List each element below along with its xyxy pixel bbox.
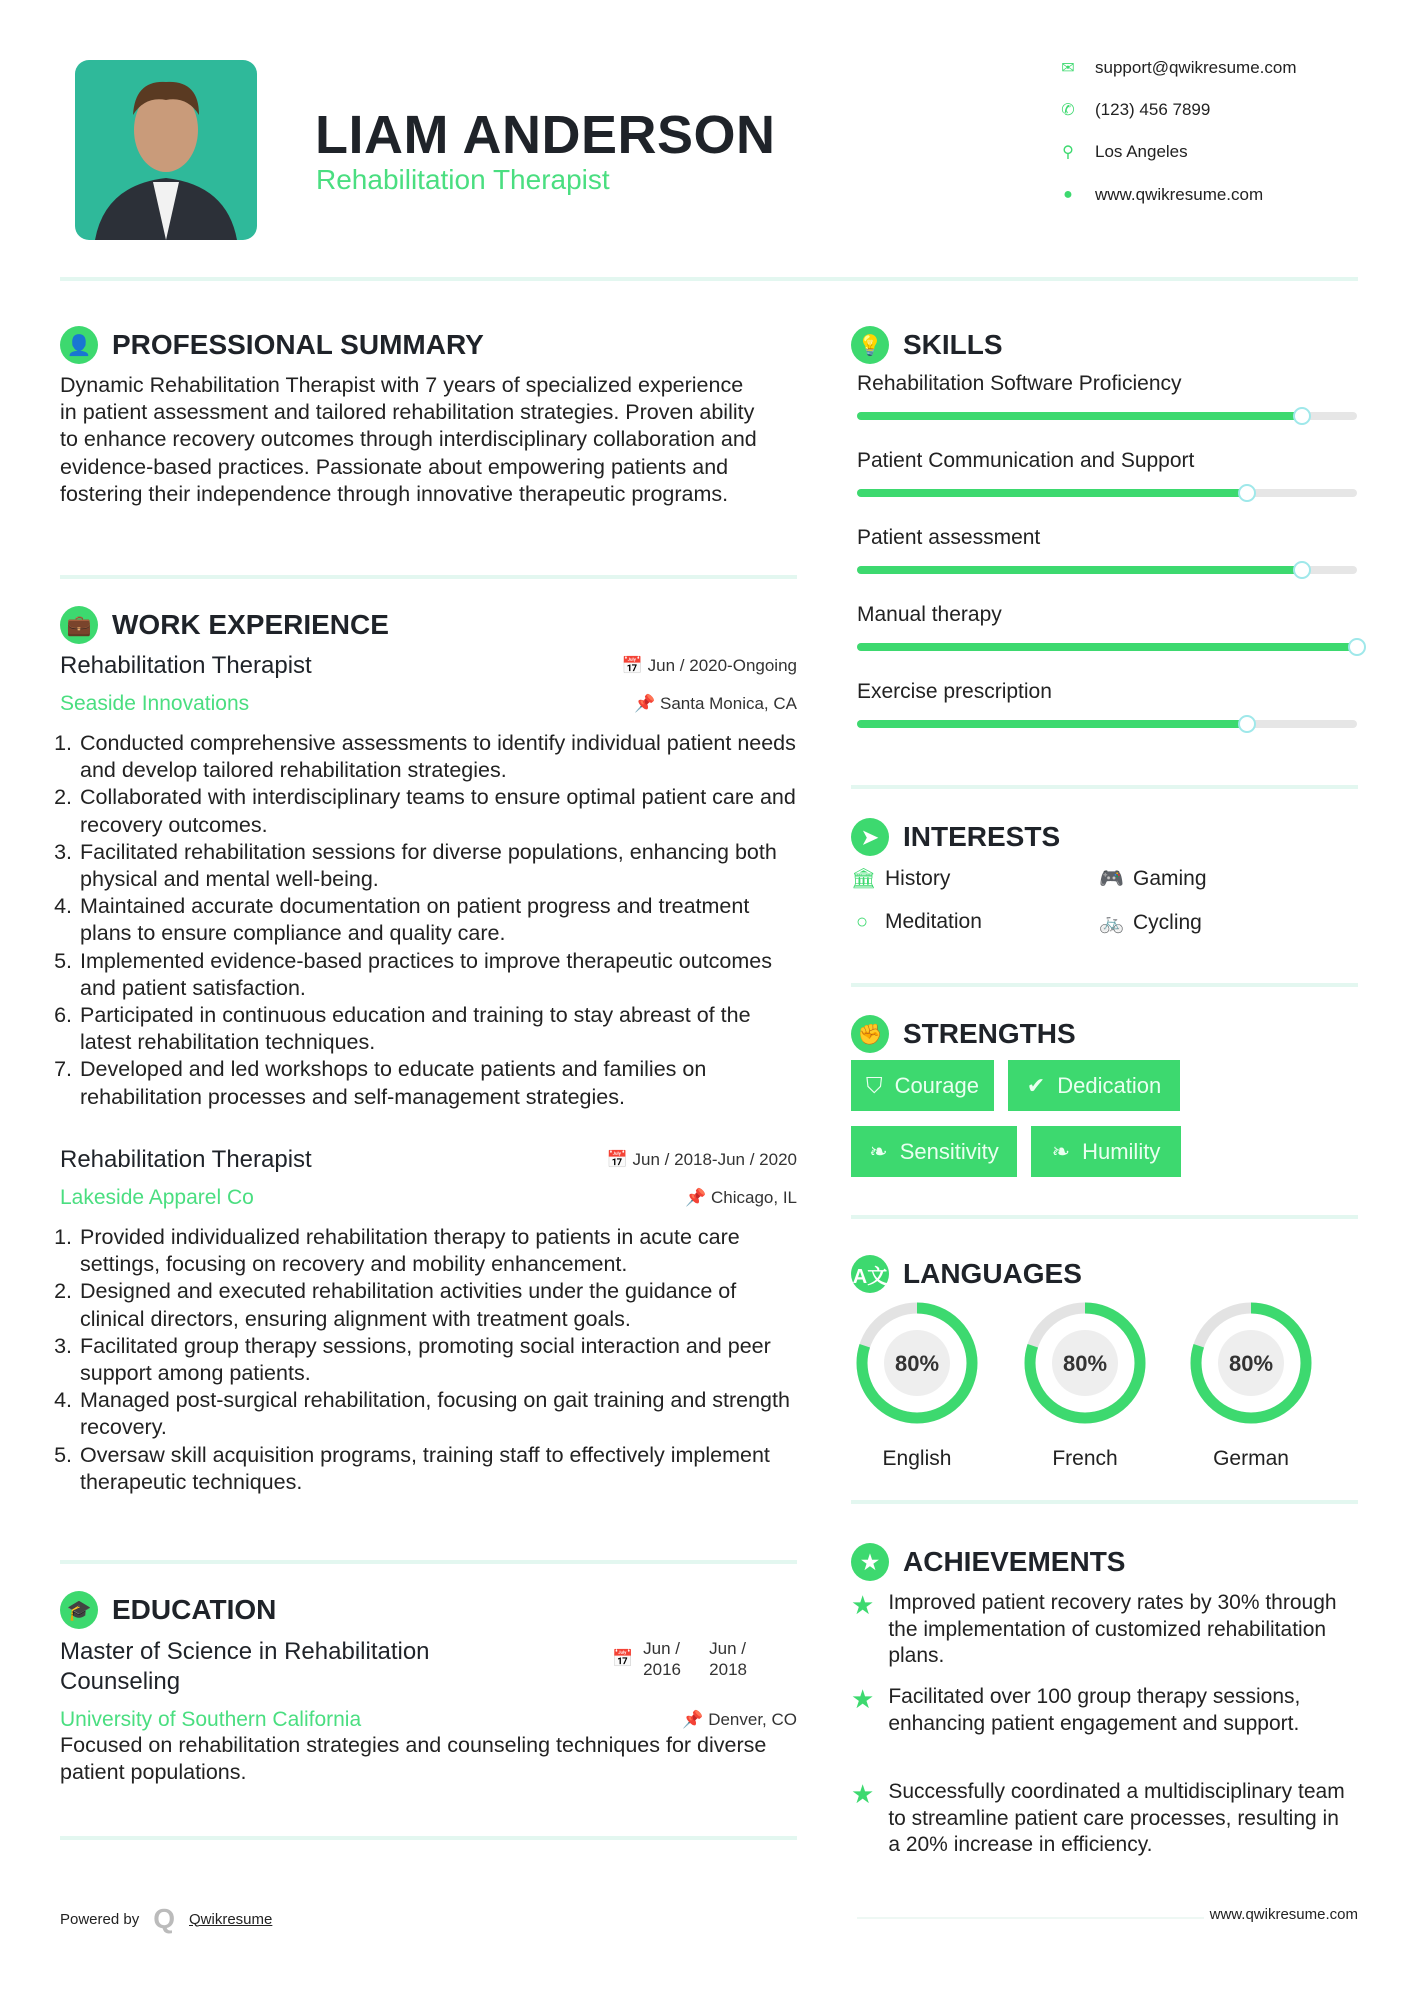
language-percent: 80% bbox=[1062, 1351, 1108, 1376]
divider bbox=[60, 575, 797, 579]
skill-knob bbox=[1293, 407, 1311, 425]
list-item: 3. Facilitated rehabilitation sessions for diverse populations, enhancing both physical and mental well-being. bbox=[78, 839, 797, 893]
footer-powered bbox=[60, 1903, 272, 1935]
education-date: 📅 Jun / 2016 Jun / 2018 bbox=[612, 1639, 747, 1679]
skill-bar-fill bbox=[857, 643, 1357, 651]
education-heading: 🎓 EDUCATION bbox=[60, 1591, 276, 1629]
list-item: 2. Designed and executed rehabilitation activities under the guidance of clinical directors, ensuring alignment with treatment goals. bbox=[78, 1278, 797, 1332]
globe-icon: ● bbox=[1063, 186, 1073, 203]
leaf-icon: ❧ bbox=[869, 1138, 888, 1164]
company-name[interactable]: Seaside Innovations bbox=[60, 692, 250, 715]
job-entry bbox=[60, 1146, 797, 1496]
divider bbox=[851, 785, 1358, 789]
location-icon: ⚲ bbox=[1062, 144, 1074, 161]
job-bullets bbox=[60, 730, 797, 1111]
skill-label: Patient Communication and Support bbox=[857, 449, 1195, 472]
language-ring bbox=[1181, 1298, 1321, 1428]
skill-item bbox=[857, 603, 1357, 680]
skill-item bbox=[857, 526, 1357, 603]
list-item: 4. Managed post-surgical rehabilitation, focusing on gait training and strength recovery. bbox=[78, 1387, 797, 1441]
qwikresume-logo-icon: Q bbox=[153, 1903, 175, 1934]
briefcase-icon: 💼 bbox=[60, 606, 98, 644]
languages-heading: A文 LANGUAGES bbox=[851, 1255, 1082, 1293]
check-circle-icon: ✔ bbox=[1026, 1072, 1046, 1098]
interest-meditation: ○ Meditation bbox=[851, 910, 982, 934]
work-heading: 💼 WORK EXPERIENCE bbox=[60, 606, 389, 644]
language-item bbox=[1015, 1298, 1155, 1471]
summary-heading: 👤 PROFESSIONAL SUMMARY bbox=[60, 326, 484, 364]
interest-cycling: 🚲 Cycling bbox=[1099, 910, 1202, 934]
pin-icon: 📌 bbox=[685, 1188, 711, 1207]
star-icon: ★ bbox=[851, 1779, 875, 1809]
interests-heading: ➤ INTERESTS bbox=[851, 818, 1060, 856]
skill-bar bbox=[857, 412, 1357, 420]
phone-icon: ✆ bbox=[1061, 102, 1075, 119]
translate-icon: A文 bbox=[851, 1255, 889, 1293]
job-entry bbox=[60, 652, 797, 1111]
achievement-item: ★ Facilitated over 100 group therapy sessions, enhancing patient engagement and support. bbox=[851, 1684, 1351, 1779]
skill-label: Manual therapy bbox=[857, 603, 1002, 626]
calendar-icon: 📅 bbox=[612, 1649, 634, 1668]
skill-item bbox=[857, 372, 1357, 449]
fist-icon: ✊ bbox=[851, 1015, 889, 1053]
contact-phone[interactable] bbox=[1055, 100, 1210, 120]
skill-label: Rehabilitation Software Proficiency bbox=[857, 372, 1182, 395]
graduation-icon: 🎓 bbox=[60, 1591, 98, 1629]
job-location: 📌 Chicago, IL bbox=[685, 1188, 797, 1207]
list-item: 4. Maintained accurate documentation on patient progress and treatment plans to ensure compliance and quality care. bbox=[78, 893, 797, 947]
skill-knob bbox=[1238, 715, 1256, 733]
achievement-item: ★ Successfully coordinated a multidisciplinary team to streamline patient care processes, resulting in a 20% increase in efficiency. bbox=[851, 1779, 1351, 1859]
language-ring bbox=[847, 1298, 987, 1428]
job-date: 📅 Jun / 2020-Ongoing bbox=[621, 656, 797, 675]
language-ring bbox=[1015, 1298, 1155, 1428]
star-icon: ★ bbox=[851, 1590, 875, 1620]
list-item: 1. Conducted comprehensive assessments to identify individual patient needs and develop tailored rehabilitation strategies. bbox=[78, 730, 797, 784]
languages-list bbox=[851, 1298, 1358, 1478]
job-date: 📅 Jun / 2018-Jun / 2020 bbox=[606, 1150, 797, 1169]
skill-bar bbox=[857, 489, 1357, 497]
strength-badge: ⛉ Courage bbox=[851, 1060, 994, 1111]
list-item: 6. Participated in continuous education and training to stay abreast of the latest rehabilitation techniques. bbox=[78, 1002, 797, 1056]
skill-bar bbox=[857, 566, 1357, 574]
skill-knob bbox=[1348, 638, 1366, 656]
strength-badge: ❧ Humility bbox=[1031, 1126, 1181, 1177]
skill-item bbox=[857, 680, 1357, 757]
strength-badge: ✔ Dedication bbox=[1008, 1060, 1180, 1111]
mail-icon: ✉ bbox=[1061, 60, 1075, 77]
interest-history: 🏛 History bbox=[851, 866, 951, 890]
list-item: 5. Implemented evidence-based practices to improve therapeutic outcomes and patient satisfaction. bbox=[78, 948, 797, 1002]
pin-icon: 📌 bbox=[634, 694, 660, 713]
achievements-heading: ★ ACHIEVEMENTS bbox=[851, 1543, 1125, 1581]
contact-text: Los Angeles bbox=[1095, 142, 1188, 161]
skill-bar bbox=[857, 643, 1357, 651]
powered-by-text: Powered by bbox=[60, 1910, 140, 1928]
bicycle-icon: 🚲 bbox=[1099, 912, 1124, 934]
skill-knob bbox=[1293, 561, 1311, 579]
candidate-title: Rehabilitation Therapist bbox=[316, 164, 610, 195]
award-icon: ★ bbox=[851, 1543, 889, 1581]
skill-bar bbox=[857, 720, 1357, 728]
calendar-icon: 📅 bbox=[621, 656, 648, 675]
job-location: 📌 Santa Monica, CA bbox=[634, 694, 797, 713]
skill-bar-fill bbox=[857, 412, 1302, 420]
job-bullets bbox=[60, 1224, 797, 1496]
contact-text: (123) 456 7899 bbox=[1095, 100, 1211, 119]
contact-text: www.qwikresume.com bbox=[1095, 185, 1264, 204]
circle-icon: ○ bbox=[855, 910, 869, 933]
degree-title: Master of Science in Rehabilitation Counseling bbox=[60, 1638, 430, 1695]
list-item: 3. Facilitated group therapy sessions, promoting social interaction and peer support among patients. bbox=[78, 1333, 797, 1387]
interest-gaming: 🎮 Gaming bbox=[1099, 866, 1207, 890]
contact-text: support@qwikresume.com bbox=[1095, 58, 1297, 77]
language-name: French bbox=[1052, 1447, 1118, 1470]
skill-bar-fill bbox=[857, 720, 1247, 728]
leaf-icon: ❧ bbox=[1051, 1138, 1071, 1164]
list-item: 5. Oversaw skill acquisition programs, training staff to effectively implement therapeutic techniques. bbox=[78, 1442, 797, 1496]
language-item bbox=[847, 1298, 987, 1471]
footer-website[interactable]: www.qwikresume.com bbox=[1204, 1906, 1358, 1923]
star-icon: ★ bbox=[851, 1684, 875, 1714]
divider bbox=[60, 1836, 797, 1840]
brand-link[interactable]: Qwikresume bbox=[189, 1910, 273, 1928]
lightbulb-icon: 💡 bbox=[851, 326, 889, 364]
achievements-list bbox=[851, 1590, 1351, 1859]
profile-photo bbox=[75, 60, 257, 240]
calendar-icon: 📅 bbox=[606, 1150, 633, 1169]
divider bbox=[60, 1560, 797, 1564]
summary-text: Dynamic Rehabilitation Therapist with 7 years of specialized experience in patient assessment and tailored rehabilitation strategies. Proven ability to enhance recovery outcomes through interdisciplinary collaboration and evidence-based practices. Passionate about empowering patients and fostering their independence through innovative therapeutic programs. bbox=[60, 373, 757, 506]
skill-bar-fill bbox=[857, 489, 1247, 497]
candidate-name: LIAM ANDERSON bbox=[315, 105, 776, 165]
education-location: 📌 Denver, CO bbox=[682, 1710, 797, 1729]
skill-label: Exercise prescription bbox=[857, 680, 1052, 703]
education-text: Focused on rehabilitation strategies and counseling techniques for diverse patient populations. bbox=[60, 1733, 767, 1785]
school-name[interactable]: University of Southern California bbox=[60, 1708, 362, 1731]
skills-heading: 💡 SKILLS bbox=[851, 326, 1003, 364]
museum-icon: 🏛 bbox=[851, 868, 877, 890]
divider bbox=[851, 983, 1358, 987]
divider bbox=[851, 1215, 1358, 1219]
language-name: English bbox=[882, 1447, 952, 1470]
pin-icon: 📌 bbox=[682, 1710, 709, 1729]
header-divider bbox=[60, 277, 1358, 281]
list-item: 2. Collaborated with interdisciplinary teams to ensure optimal patient care and recovery outcomes. bbox=[78, 784, 797, 838]
contact-email[interactable] bbox=[1055, 58, 1297, 78]
skill-knob bbox=[1238, 484, 1256, 502]
gamepad-icon: 🎮 bbox=[1099, 868, 1124, 890]
achievement-item: ★ Improved patient recovery rates by 30% through the implementation of customized rehabilitation plans. bbox=[851, 1590, 1351, 1684]
language-item bbox=[1181, 1298, 1321, 1471]
paper-plane-icon: ➤ bbox=[851, 818, 889, 856]
contact-location bbox=[1055, 142, 1188, 162]
job-title: Rehabilitation Therapist bbox=[60, 652, 312, 679]
skill-bar-fill bbox=[857, 566, 1302, 574]
job-title: Rehabilitation Therapist bbox=[60, 1146, 312, 1173]
user-icon: 👤 bbox=[60, 326, 98, 364]
company-name[interactable]: Lakeside Apparel Co bbox=[60, 1186, 254, 1209]
language-percent: 80% bbox=[894, 1351, 940, 1376]
list-item: 1. Provided individualized rehabilitation therapy to patients in acute care settings, focusing on recovery and mobility enhancement. bbox=[78, 1224, 797, 1278]
language-percent: 80% bbox=[1228, 1351, 1274, 1376]
divider bbox=[851, 1500, 1358, 1504]
contact-website[interactable] bbox=[1055, 185, 1263, 205]
skills-list bbox=[857, 372, 1357, 757]
skill-label: Patient assessment bbox=[857, 526, 1041, 549]
language-name: German bbox=[1213, 1447, 1289, 1470]
shield-icon: ⛉ bbox=[866, 1072, 883, 1098]
list-item: 7. Developed and led workshops to educate patients and families on rehabilitation processes and self-management strategies. bbox=[78, 1056, 797, 1110]
strengths-heading: ✊ STRENGTHS bbox=[851, 1015, 1076, 1053]
skill-item bbox=[857, 449, 1357, 526]
strength-badge: ❧ Sensitivity bbox=[851, 1126, 1017, 1177]
